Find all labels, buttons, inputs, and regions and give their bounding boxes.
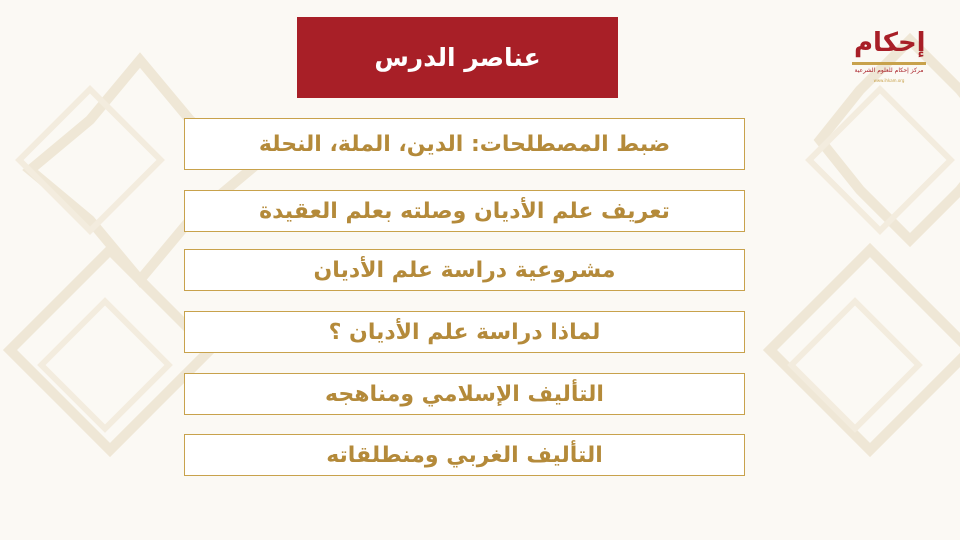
logo-name: إحكام bbox=[854, 28, 926, 58]
lesson-item-text: التأليف الغربي ومنطلقاته bbox=[326, 442, 603, 468]
lesson-item bbox=[184, 118, 745, 170]
lesson-item bbox=[184, 434, 745, 476]
lesson-item bbox=[184, 373, 745, 415]
logo-website: www.ihkam.org bbox=[873, 78, 905, 83]
lesson-item-text: ضبط المصطلحات: الدين، الملة، النحلة bbox=[258, 131, 671, 157]
slide-title: عناصر الدرس bbox=[374, 43, 541, 72]
lesson-item bbox=[184, 311, 745, 353]
slide-title-box bbox=[297, 17, 618, 98]
logo-divider bbox=[852, 62, 926, 65]
lesson-item bbox=[184, 249, 745, 291]
logo-subtitle: مركز إحكام للعلوم الشرعية bbox=[854, 67, 924, 74]
lesson-item bbox=[184, 190, 745, 232]
lesson-item-text: مشروعية دراسة علم الأديان bbox=[313, 257, 616, 283]
lesson-item-text: لماذا دراسة علم الأديان ؟ bbox=[328, 319, 601, 345]
ihkam-logo bbox=[848, 24, 928, 94]
lesson-item-text: التأليف الإسلامي ومناهجه bbox=[325, 381, 604, 407]
lesson-item-text: تعريف علم الأديان وصلته بعلم العقيدة bbox=[259, 198, 670, 224]
